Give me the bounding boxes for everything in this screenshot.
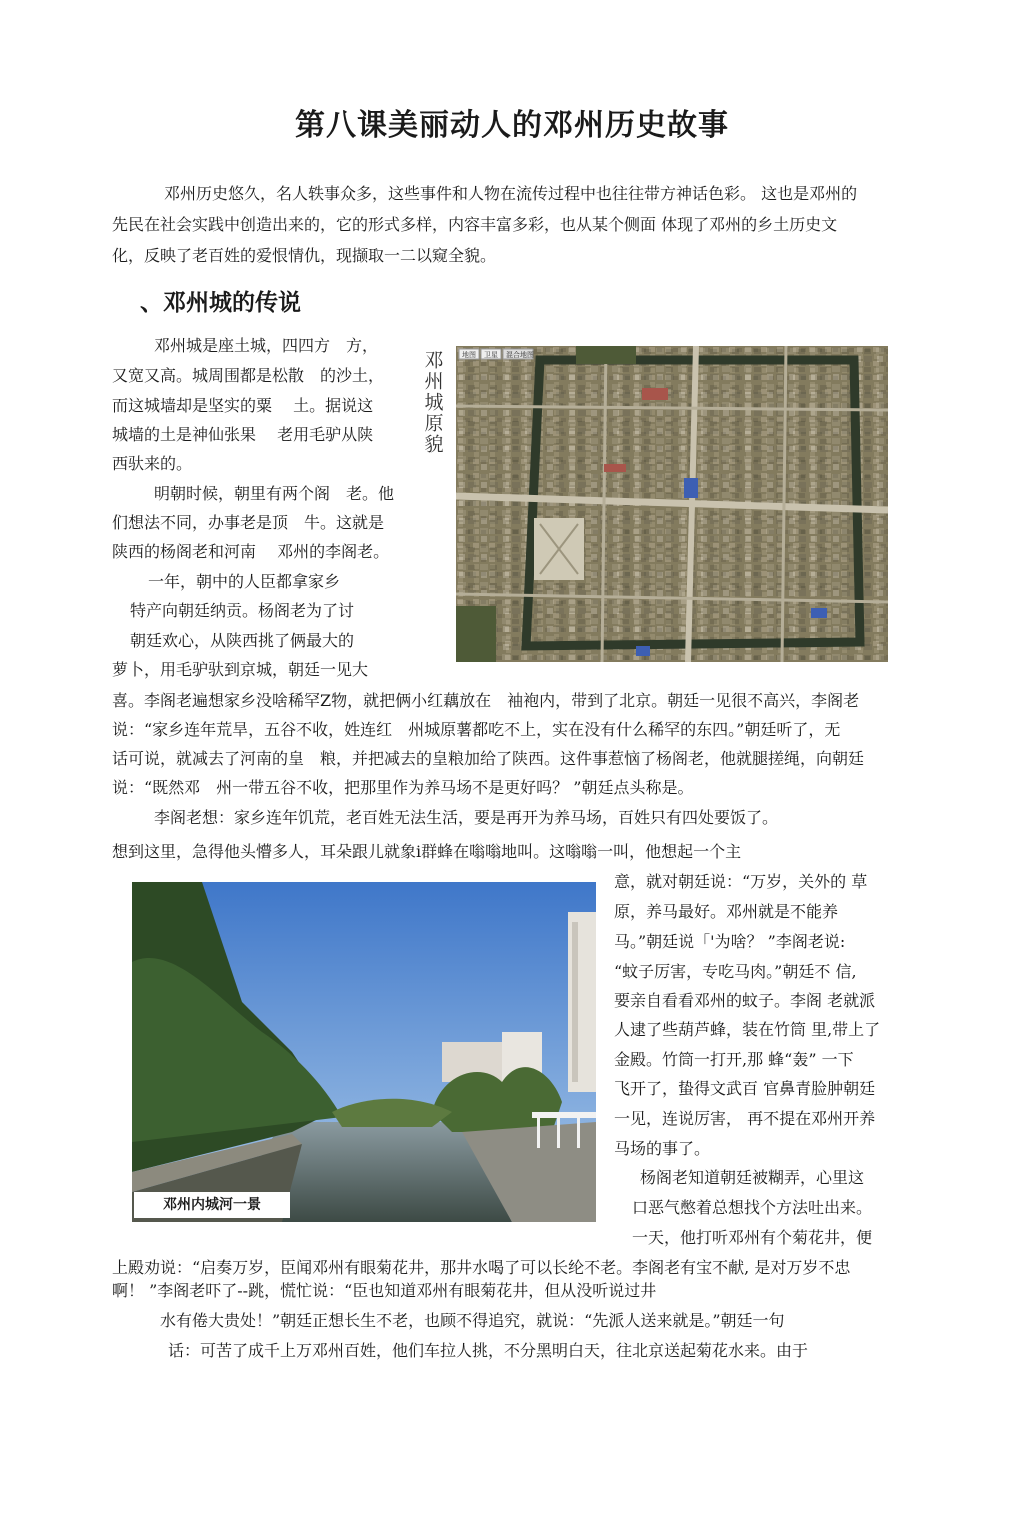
body-line: 口恶气憋着总想找个方法吐出来。 (632, 1198, 873, 1217)
body-line: 萝卜，用毛驴驮到京城，朝廷一见大 (112, 660, 369, 679)
river-photo-image (132, 882, 596, 1222)
body-line: 话可说，就减去了河南的皇 粮，并把减去的皇粮加给了陕西。这件事惹恼了杨阁老，他就腿搓绳，向朝廷 (112, 749, 865, 768)
body-line: 话：可苦了成千上万邓州百姓，他们车拉人挑，不分黑明白天，往北京送起菊花水来。由于 (168, 1341, 809, 1360)
page-title: 第八课美丽动人的邓州历史故事 (295, 108, 729, 143)
body-line: 意，就对朝廷说：“万岁，关外的 草 (614, 872, 868, 891)
body-line: 一天，他打听邓州有个菊花井，便 (632, 1228, 873, 1247)
body-line: 们想法不同，办事老是顶 牛。这就是 (112, 513, 385, 532)
body-line: 要亲自看看邓州的蚊子。李阁 老就派 (614, 991, 876, 1010)
body-line: 杨阁老知道朝廷被糊弄，心里这 (640, 1168, 865, 1187)
body-line: 马场的事了。 (614, 1139, 711, 1158)
body-line: 原，养马最好。邓州就是不能养 (614, 902, 839, 921)
body-line: 想到这里，急得他头懵多人，耳朵跟儿就象i群蜂在嗡嗡地叫。这嗡嗡一叫，他想起一个主 (112, 842, 742, 861)
body-line: 朝廷欢心，从陕西挑了俩最大的 (130, 631, 355, 650)
figure1-caption: 邓州城原貌 (421, 350, 444, 455)
map-type-map: 地图 (462, 351, 476, 359)
section-heading: 、邓州城的传说 (140, 289, 301, 316)
body-line: 马。”朝廷说「'为啥？ ”李阁老说: (614, 932, 846, 951)
body-line: 人逮了些葫芦蜂，装在竹筒 里,带上了 (614, 1020, 881, 1039)
body-line: 而这城墙却是坚实的粟 土。据说这 (112, 396, 374, 415)
body-line: “蚊子厉害，专吃马肉。”朝廷不 信, (614, 962, 857, 981)
body-line: 一年，朝中的人臣都拿家乡 (148, 572, 341, 591)
body-line: 喜。李阁老遍想家乡没啥稀罕Z物，就把俩小红藕放在 袖袍内，带到了北京。朝廷一见很不高兴，李阁老 (112, 691, 860, 710)
figure1-caption-box (410, 346, 456, 464)
body-line: 说：“家乡连年荒旱，五谷不收，姓连红 州城原薯都吃不上，实在没有什么稀罕的东四。”朝廷听了，无 (112, 720, 841, 739)
intro-paragraph (112, 178, 912, 271)
map-toolbar (459, 349, 534, 359)
body-line: 陕西的杨阁老和河南 邓州的李阁老。 (112, 542, 390, 561)
river-photo-graphic (132, 882, 596, 1222)
body-line: 水有倦大贵处！”朝廷正想长生不老，也顾不得追究，就说：“先派人送来就是。”朝廷一句 (160, 1311, 785, 1330)
body-line: 上殿劝说：“启奏万岁，臣闻邓州有眼菊花井，那井水喝了可以长纶不老。李阁老有宝不献, 是对万岁不忠 (112, 1258, 851, 1277)
body-line: 啊！ ”李阁老吓了--跳，慌忙说：“臣也知道邓州有眼菊花井，但从没听说过井 (112, 1281, 657, 1300)
map-type-hybrid: 混合地图 (506, 351, 534, 359)
body-line: 飞开了，蛰得文武百 官鼻青脸肿朝廷 (614, 1079, 876, 1098)
body-line: 特产向朝廷纳贡。杨阁老为了讨 (130, 601, 355, 620)
intro-line: 化，反映了老百姓的爱恨情仇，现撷取一二以窥全貌。 (112, 246, 497, 265)
figure2-caption: 邓州内城河一景 (134, 1192, 290, 1218)
body-line: 又宽又高。城周围都是松散 的沙土， (112, 366, 385, 385)
satellite-map-image (456, 346, 888, 662)
body-line: 邓州城是座土城，四四方 方， (154, 336, 379, 355)
body-line: 李阁老想：家乡连年饥荒，老百姓无法生活，要是再开为养马场，百姓只有四处要饭了。 (154, 808, 779, 827)
map-type-satellite: 卫星 (484, 351, 498, 359)
satellite-map-graphic (456, 346, 888, 662)
body-line: 金殿。竹筒一打开,那 蜂“轰” 一下 (614, 1050, 854, 1069)
body-line: 西驮来的。 (112, 454, 193, 473)
intro-line: 邓州历史悠久，名人轶事众多，这些事件和人物在流传过程中也往往带方神话色彩。 这也是邓州的 (164, 184, 858, 203)
body-line: 一见，连说厉害， 再不提在邓州开养 (614, 1109, 876, 1128)
body-line: 说：“既然邓 州一带五谷不收，把那里作为养马场不是更好吗？ ”朝廷点头称是。 (112, 778, 694, 797)
body-line: 明朝时候，朝里有两个阁 老。他 (154, 484, 395, 503)
body-line: 城墙的土是神仙张果 老用毛驴从陕 (112, 425, 374, 444)
intro-line: 先民在社会实践中创造出来的，它的形式多样，内容丰富多彩，也从某个侧面 体现了邓州的乡土历史文 (112, 215, 838, 234)
